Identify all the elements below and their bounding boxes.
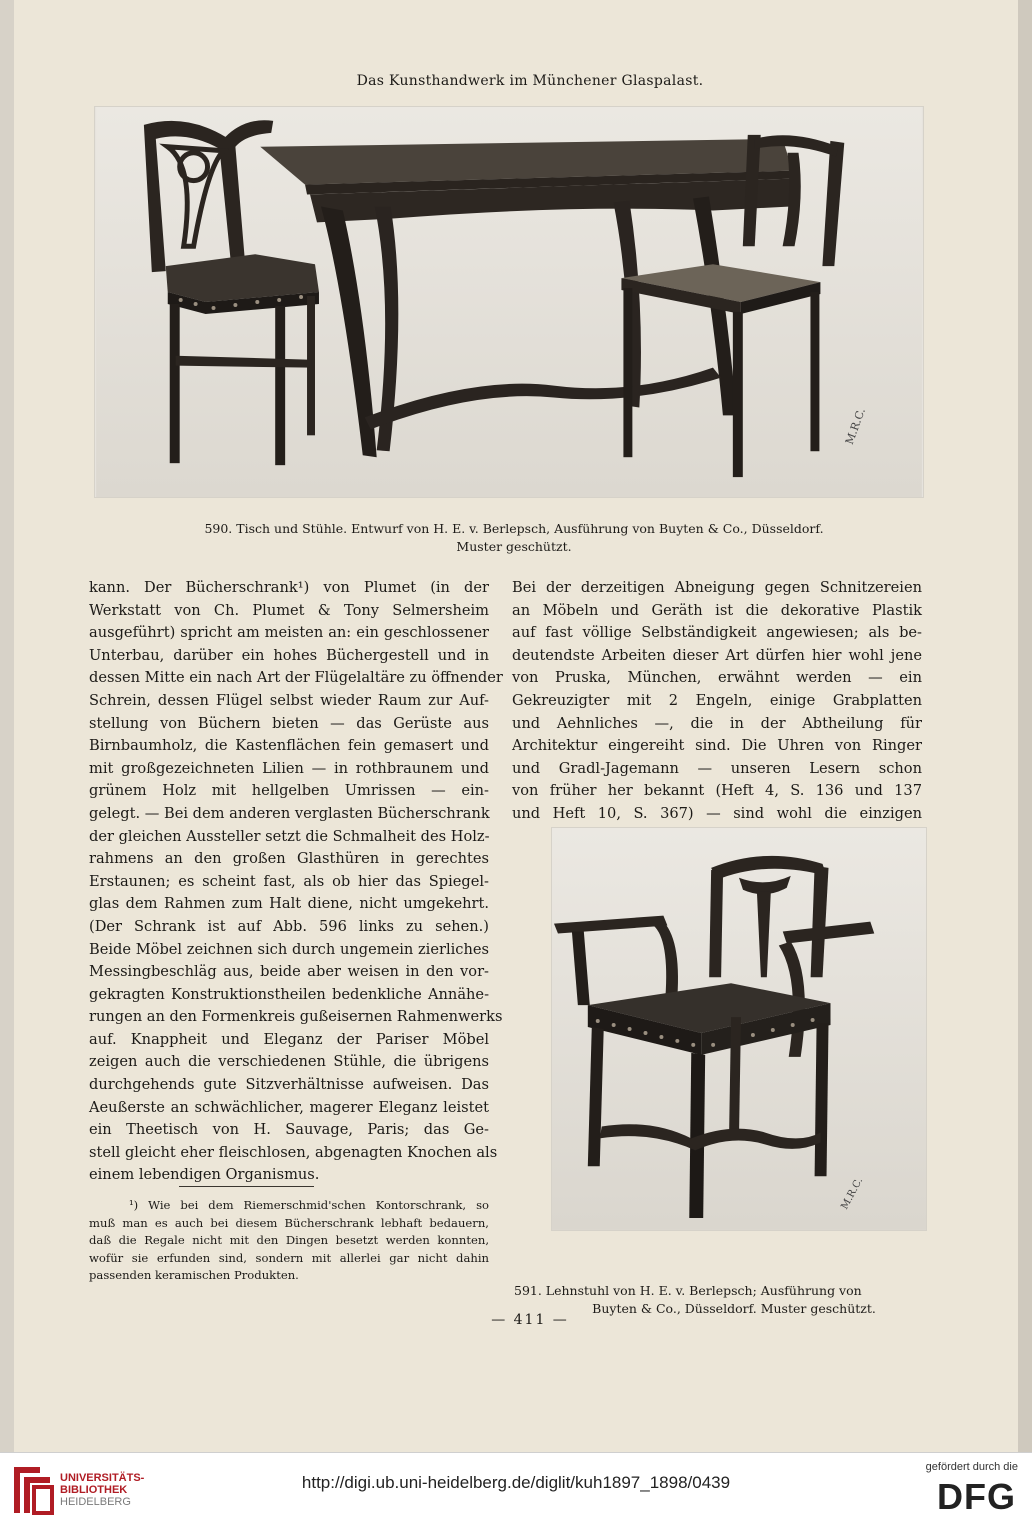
text-line: Bei der derzeitigen Abneigung gegen Schnitzereien xyxy=(512,579,922,596)
text-line: deutendste Arbeiten dieser Art dürfen hier wohl jene xyxy=(512,646,922,664)
text-line: Erstaunen; es scheint fast, als ob hier das Spiegel- xyxy=(89,872,489,890)
figure-590-caption-line1: 590. Tisch und Stühle. Entwurf von H. E. v. Berlepsch, Ausführung von Buyten & Co., Düsseldorf. xyxy=(204,521,824,536)
text-line: rungen an den Formenkreis gußeisernen Rahmenwerks xyxy=(89,1008,503,1026)
text-line: mit großgezeichneten Lilien — in rothbraunem und xyxy=(89,759,489,777)
running-head: Das Kunsthandwerk im Münchener Glaspalast. xyxy=(356,73,704,89)
text-line: Beide Möbel zeichnen sich durch ungemein zierliches xyxy=(89,940,489,958)
footnote-line: muß man es auch bei diesem Bücherschrank lebhaft bedauern, xyxy=(89,1215,489,1230)
text-line: an Möbeln und Geräth ist die dekorative Plastik xyxy=(512,601,922,619)
text-line: und Gradl-Jagemann — unseren Lesern schon xyxy=(512,759,922,777)
text-line: (Der Schrank ist auf Abb. 596 links zu sehen.) xyxy=(89,917,489,935)
text-line: stell gleicht eher fleischlosen, abgenagten Knochen als xyxy=(89,1143,498,1161)
text-line: ausgeführt) spricht am meisten an: ein geschlossener xyxy=(89,624,489,642)
text-line: ein Theetisch von H. Sauvage, Paris; das Ge- xyxy=(89,1121,489,1139)
text-line: von Pruska, München, erwähnt werden — ein xyxy=(512,669,922,687)
footnote-line: ¹) Wie bei dem Riemerschmid'schen Kontorschrank, so xyxy=(129,1198,489,1212)
dfg-logo[interactable]: DFG xyxy=(937,1476,1016,1517)
text-line: grünem Holz mit hellgelben Umrissen — ein- xyxy=(89,782,489,800)
text-line: Birnbaumholz, die Kastenflächen fein gemasert und xyxy=(89,737,489,755)
figure-590-signature: M.R.C. xyxy=(842,406,869,447)
figure-591-photo xyxy=(551,827,927,1231)
text-line: auf. Knappheit und Eleganz der Pariser Möbel xyxy=(89,1030,489,1048)
footnote xyxy=(89,1197,489,1285)
text-line: zeigen auch die verschiedenen Stühle, die übrigens xyxy=(89,1053,489,1071)
text-line: durchgehends gute Sitzverhältnisse aufweisen. Das xyxy=(89,1076,489,1094)
right-text-column xyxy=(512,577,922,826)
figure-591-caption-line1: 591. Lehnstuhl von H. E. v. Berlepsch; Ausführung von xyxy=(514,1283,862,1298)
permalink-url[interactable]: http://digi.ub.uni-heidelberg.de/diglit/kuh1897_1898/0439 xyxy=(301,1473,731,1492)
text-line: Gekreuzigter mit 2 Engeln, einige Grabplatten xyxy=(512,691,922,709)
figure-590-caption xyxy=(94,520,934,556)
footnote-line: daß die Regale nicht mit den Dingen besetzt werden konnten, xyxy=(89,1233,489,1248)
armchair-illustration xyxy=(552,828,926,1230)
digitization-footer xyxy=(0,1452,1032,1526)
footnote-line: passenden keramischen Produkten. xyxy=(89,1268,299,1283)
footnote-line: wofür sie erfunden sind, sondern mit allerlei gar nicht dahin xyxy=(89,1250,489,1265)
text-line: auf fast völlige Selbständigkeit angewiesen; als be- xyxy=(512,624,922,642)
left-text-column xyxy=(89,577,503,1187)
text-line: einem lebendigen Organismus. xyxy=(89,1166,320,1184)
text-line: gekragten Konstruktionstheilen bedenkliche Annähe- xyxy=(89,985,489,1003)
text-line: der gleichen Aussteller setzt die Schmalheit des Holz- xyxy=(89,827,490,845)
figure-590-photo xyxy=(94,106,924,498)
figure-591-signature: M.R.C. xyxy=(839,1175,866,1212)
text-line: stellung von Büchern bieten — das Gerüste aus xyxy=(89,714,489,732)
text-line: dessen Mitte ein nach Art der Flügelaltäre zu öffnender xyxy=(89,669,503,687)
text-line: Messingbeschläg aus, beide aber weisen in den vor- xyxy=(89,963,489,981)
footnote-divider xyxy=(179,1186,314,1187)
text-line: Schrein, dessen Flügel selbst wieder Raum zur Auf- xyxy=(89,691,489,709)
figure-590-caption-line2: Muster geschützt. xyxy=(456,539,572,554)
text-line: und Aehnliches —, die in der Abtheilung für xyxy=(512,714,922,732)
text-line: gelegt. — Bei dem anderen verglasten Bücherschrank xyxy=(89,804,490,822)
text-line: Aeußerste an schwächlicher, magerer Eleganz leistet xyxy=(89,1098,489,1116)
figure-591-caption-line2: Buyten & Co., Düsseldorf. Muster geschützt. xyxy=(592,1301,876,1316)
text-line: von früher her bekannt (Heft 4, S. 136 und 137 xyxy=(512,782,922,800)
text-line: Werkstatt von Ch. Plumet & Tony Selmersheim xyxy=(89,601,489,619)
text-line: Unterbau, darüber ein hohes Büchergestell und in xyxy=(89,646,489,664)
text-line: und Heft 10, S. 367) — sind wohl die einzigen xyxy=(512,804,922,822)
library-name-line: HEIDELBERG xyxy=(60,1496,131,1508)
library-name-line: BIBLIOTHEK xyxy=(60,1484,128,1496)
library-name-line: UNIVERSITÄTS- xyxy=(60,1472,145,1484)
text-line: glas dem Rahmen zum Halt diene, nicht umgekehrt. xyxy=(89,895,489,913)
text-line: kann. Der Bücherschrank¹) von Plumet (in der xyxy=(89,579,489,596)
text-line: Architektur eingereiht sind. Die Uhren von Ringer xyxy=(512,737,922,755)
funder-label: gefördert durch die xyxy=(925,1461,1018,1473)
table-and-chairs-illustration xyxy=(95,107,923,497)
text-line: rahmens an den großen Glasthüren in gerechtes xyxy=(89,850,489,868)
page-number: — 411 — xyxy=(491,1312,569,1328)
